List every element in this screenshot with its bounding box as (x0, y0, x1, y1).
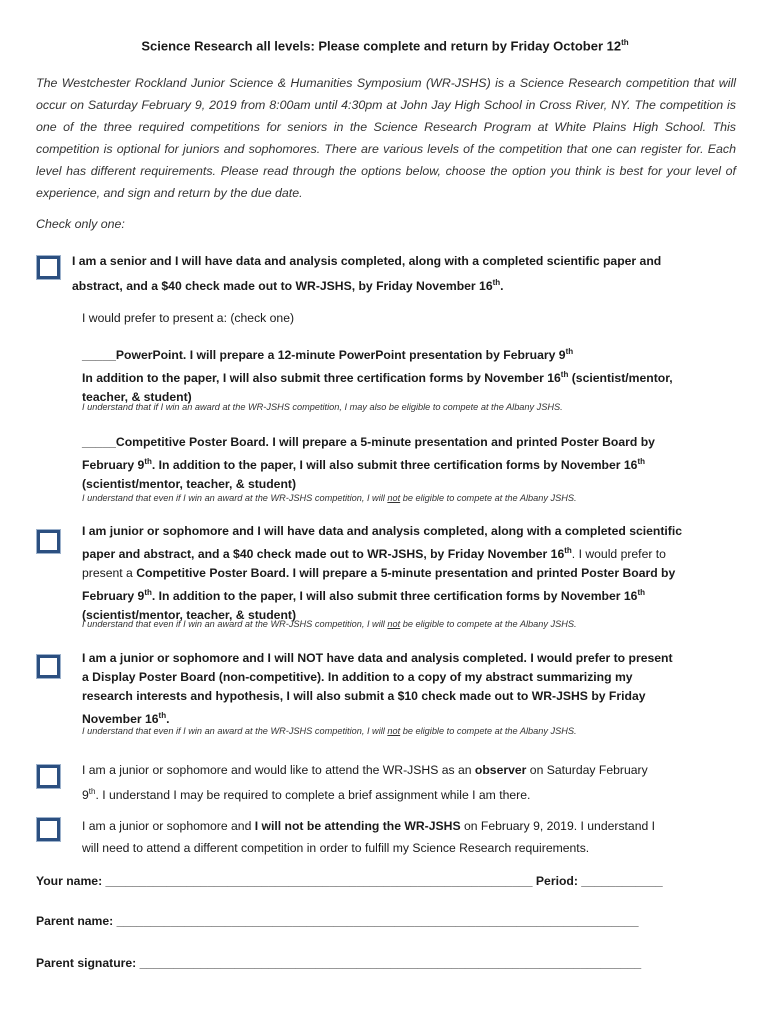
powerpoint-note: I understand that if I win an award at the WR-JSHS competition, I may also be eligible to compete at the Albany JSHS. (82, 402, 563, 412)
option-senior-text: I am a senior and I will have data and analysis completed, along with a completed scientific paper and abstract, and a $40 check made out to WR-JSHS, by Friday November 16th. (72, 254, 662, 294)
intro-paragraph: The Westchester Rockland Junior Science & Humanities Symposium (WR-JSHS) is a Science Research competition that will occur on Saturday February 9, 2019 from 8:00am until 4:30pm at John Jay High School in Cross River, NY. The competition is one of the three required competitions for seniors in the Science Research Program at White Plains High School. This competition is optional for juniors and sophomores. There are various levels of the competition that one can register for. Each level has different requirements. Please read through the options below, choose the option you think is best for your level of experience, and sign and return by the due date. (36, 76, 736, 200)
powerpoint-blank[interactable]: _____ (82, 348, 116, 363)
option-observer-checkbox[interactable] (37, 765, 60, 788)
option-not-attending-checkbox[interactable] (37, 818, 60, 841)
display-poster-note: I understand that even if I win an award at the WR-JSHS competition, I will not be eligible to compete at the Albany JSHS. (82, 726, 577, 736)
competitive-poster-note: I understand that even if I win an award at the WR-JSHS competition, I will not be eligible to compete at the Albany JSHS. (82, 493, 577, 503)
page-title: Science Research all levels: Please complete and return by Friday October 12th (141, 38, 629, 54)
competitive-poster-blank[interactable]: _____ (82, 435, 116, 449)
option-not-attending-text: I am a junior or sophomore and I will not be attending the WR-JSHS on February 9, 2019. I understand I will need to attend a different competition in order to fulfill my Science Research requirements. (82, 819, 656, 855)
option-display-poster-checkbox[interactable] (37, 655, 60, 678)
junior-competitive-note: I understand that even if I win an award at the WR-JSHS competition, I will not be eligible to compete at the Albany JSHS. (82, 619, 577, 629)
option-junior-competitive-checkbox[interactable] (37, 530, 60, 553)
competitive-poster-option: _____Competitive Poster Board. I will prepare a 5-minute presentation and printed Poster Board by February 9th. In addition to the paper, I will also submit three certification forms by November 16th (scientist/mentor, teacher, & student) (82, 435, 655, 492)
prefer-label: I would prefer to present a: (check one) (82, 311, 295, 325)
powerpoint-option: _____PowerPoint. I will prepare a 12-minute PowerPoint presentation by February 9th In addition to the paper, I will also submit three certification forms by November 16th (scientist/mentor, teacher, & student) (82, 347, 673, 405)
option-observer-text: I am a junior or sophomore and would like to attend the WR-JSHS as an observer on Saturday February 9th. I understand I may be required to complete a brief assignment while I am there. (82, 763, 648, 803)
parent-signature-field[interactable]: Parent signature: __________________________________________________________________________ (36, 956, 642, 970)
parent-name-field[interactable]: Parent name: _____________________________________________________________________________ (36, 914, 639, 928)
option-display-poster-text: I am a junior or sophomore and I will NOT have data and analysis completed. I would prefer to present a Display Poster Board (non-competitive). In addition to a copy of my abstract summarizing my research interests and hypothesis, I will also submit a $10 check made out to WR-JSHS by Friday November 16th. (82, 651, 673, 727)
check-only-label: Check only one: (36, 217, 125, 231)
option-junior-competitive-text: I am junior or sophomore and I will have data and analysis completed, along with a completed scientific paper and abstract, and a $40 check made out to WR-JSHS, by Friday November 16th. I would prefer to present a Competitive Poster Board. I will prepare a 5-minute presentation and printed Poster Board by February 9th. In addition to the paper, I will also submit three certification forms by November 16th (scientist/mentor, teacher, & student) (82, 524, 683, 623)
your-name-period-field[interactable]: Your name: _______________________________________________________________ Period: ____________ (36, 874, 663, 888)
option-senior-checkbox[interactable] (37, 256, 60, 279)
